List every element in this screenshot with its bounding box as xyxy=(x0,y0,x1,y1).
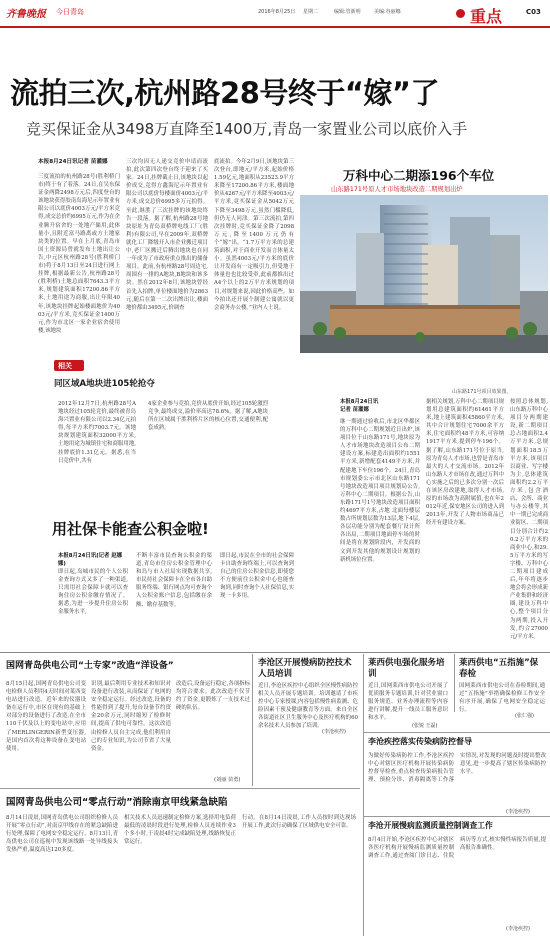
divider-v3 xyxy=(454,654,455,712)
wanke-col-2: 据相关规划,万科中心二期项目规划用总建筑面积约61461平方米,地上建筑面积45860平方米,其中合计规划住宅7000余平方米,住宅面积约48平方米,可容纳1917平方米,提到停车196个。据了解,山东路171号位于原当,原为青岛人才市场,也曾是青岛市最大的人才交流市场。2012年山东路人才市场在改,通过万科中心实施之后的已多次分别一次后在该区房改建地,取得人才市场,原的市场改为高附属值,也在年2012年近,保安地区公司的进入到2013年,开发了人物市场商品已经开有建设方案。 xyxy=(426,399,504,527)
divider-v2 xyxy=(363,654,364,786)
section-title-box xyxy=(448,3,518,25)
power-headline: 国网青岛供电公司“土专家”改造“洋设备” xyxy=(6,661,174,671)
social-col-2: 不断丰富市民查询公积金的渠道,青岛市住房公积金管理中心和岛与市人社局实现数据共享,市民持社会保障卡在全市各自助服务终端、银行网点均可查询个人公积金账户信息,包括缴存余额、缴存基数等。 xyxy=(136,553,212,608)
survey-body: 8月4日开始,李沧区疾控中心对辖区各医疗机构开展慢病监测质量控制调查工作,通过查阅门诊日志、住院病历等方式,核实慢性病报告质量,提高报告准确性。 xyxy=(368,837,546,860)
survey-reporter: (李沧疾控) xyxy=(506,926,530,932)
risk-top-rule xyxy=(364,732,550,733)
wanke-col-1: 继一期通过验收后,市北区华都区的万科中心二期规划近日出炉,该项目位于山东路171号,地块原为人才市场地块改造项目公布二期建设方案,标建造出面积约1551平方米,新增配套4149平方米,并配建地下车位196个。24日,青岛市规划委公示市北区山东路171号地块改造项目项目规划局公告,万科中心二期项目。根据公告,山东路171号1号地块改造项目面积约4697平方米,占地 北面每楼层数占所规划层数为13层,地下4层,各层功能分别为配套餐厅设计所各出局,二期项目地面停车场的时间是将在规划阶段内，开发商的文到开发其他的规划设计规划的新机场位位置。 xyxy=(340,419,420,563)
laixi1-reporter: (张锐 王磊) xyxy=(412,723,438,729)
masthead-weekday: 星期二 xyxy=(303,9,319,15)
main-col-1: 三度流拍的杭州路28号(胜利桥门市)终于有了着落。24日,在吴东保证金两降2498万元后,四度登台的该地块获得胶南岛海尼示年置业有限公司以底价4003万元/平方米竞得,成交总价约6995万元,作为在企业腾升宿舍的一处地产储用,此体量小,且附近富马路离或方土地家块类的位置。早在上月底,青岛市国土资源局曾就发布土地出让公告,中元区杭州路28号(胜利桥门市)将于8月13日至24日进行网上挂牌,根据最新公告,杭州路28号(胜利桥)土地总面积7643.3平方米,规划建筑面积17200.86平方米,土地用途为商服,出让年限40年,该地块挂牌起始楼面地价为4003元/平方米,竞买保证金1400万元,作为市北区一家企业宿舍使用楼,该地块 xyxy=(38,174,120,334)
main-col-2: 三次均因无人递交竞价申请而流拍,此次第四次登台终于迎来了买家。24日,挂牌截止日,该地块以起价成交,竞得方鑫海尼示年置业有限公司以底价每楼面价4003元/平方米,成交总价6995多万元拍得。至此,继胜了三次挂牌的该地块终告一段落。据了解,杭州路28号地块原址为青岛双桥牌电线工厂(胜利)有限公司,早在2009年,双桥牌就化工厂降级开入市企业搬迁项目中,老厂区搬迁后腾出地块也在同一年成为了市政府重点推出的储备项目。此前,有杭州路28号周边宅,周围有一排的A地块,B地块和该多块。然在2012年8月,该地块曾经首先入拍牌,单位楼面地价为2863元,随后在第一二次出牌出让,楼面地价都由3495元,价调查 xyxy=(126,159,208,311)
safety-col-1: 8月14日凌晨,国网青岛供电公司组织检修人员开展“零点行动”,对南京甲线存在的紧急缺陷进行处理,保障了电网安全稳定运行。8月13日,青岛供电公司在巡视中发现该线路一处导线接头发热严重,温度高达120多度。 xyxy=(6,815,118,854)
social-col-3: 即日起,市民在全市的社会保障卡自助查询终端上,可以查询到自己的住房公积金信息,即使您不方便前往公积金中心也能查询到,同时查询个人社保信息,实现一卡多用。 xyxy=(220,553,294,600)
masthead-logo: 齐鲁晚报 xyxy=(6,9,46,20)
main-story xyxy=(36,158,294,334)
page-number: C03 xyxy=(526,8,541,16)
lower-top-rule xyxy=(0,652,550,653)
laixi2-headline: 莱西供电“五指施”保春检 xyxy=(459,658,539,679)
laixi2-reporter: (张仁强) xyxy=(515,713,534,719)
safety-headline: 国网青岛供电公司“零点行动”消除南京甲线紧急缺陷 xyxy=(6,797,228,808)
medical-body: 近日,李沧区疾控中心组织全区慢性病防控相关人员开展专题培训。培训邀请了市疾控中心专家授课,内容包括慢性病监测、危险因素干预及健康教育等方面。来自全区各街道社区卫生服务中心及医疗机构的60余名技术人员参加了培训。 xyxy=(258,683,358,730)
main-headline: 流拍三次,杭州路28号终于“嫁”了 xyxy=(10,76,439,110)
safety-col-2: 相关技术人员迅速制定检修方案,选择用电负荷最低的凌晨时段进行处理,检修人员连续作业3个多小时,于凌晨4时完成缺陷处理,线路恢复正常运行。 xyxy=(124,815,236,846)
social-byline: 本报8月24日讯(记者 赵娜娜) xyxy=(58,553,123,567)
related-icon xyxy=(54,360,84,371)
power-col-1: 8月15日起,国网青岛供电公司变电检修人员利用4天时间对莱西变电站进行改造。近年来的仪器设备在运行中,市区在现有的基础上对部分的设备进行了改造,在全市110千伏及以上的变电站中,应用了MERLINGERIN新型变压器,是国内首次将这种设备在变电站使用。 xyxy=(6,681,86,752)
survey-top-rule xyxy=(364,816,550,817)
wanke-caption: 山东路171号项目效果图。 xyxy=(452,389,512,395)
section-title: 重点 xyxy=(470,7,503,26)
wanke-headline: 万科中心二期添196个车位 xyxy=(343,168,495,183)
wanke-byline: 本报8月24日讯记者 苗灌娜 xyxy=(340,399,379,413)
risk-headline: 李沧疾控落实传染病防控督导 xyxy=(368,737,472,746)
main-byline: 本报8月24日讯记者 苗灌娜 xyxy=(38,159,108,165)
risk-reporter: (李沧疾控) xyxy=(506,809,530,815)
risk-body: 为做好传染病防控工作,李沧区疾控中心对辖区医疗机构开展传染病防控督导检查,重点检查传染病报告管理、预检分诊、消毒隔离等工作落实情况,对发现的问题及时提出整改意见,进一步提高了辖区传染病防控水平。 xyxy=(368,753,546,784)
masthead-date: 2016年8月25日 xyxy=(258,9,296,15)
section-label: 今日青岛 xyxy=(56,8,84,16)
laixi1-body: 近日,国网莱西市供电公司开展了优质服务专题培训,针对营业窗口服务规范、业务办理流程等内容进行讲解,提升一线员工服务意识和水平。 xyxy=(368,683,448,722)
power-col-2: 识别,最后利用专业技术和知识对设备进行改装,从而保证了电网的安全稳定运行。经过改造,设备的性能得到了提升,每台设备节约资金20余万元,同时缩短了检修时间,提高了供电可靠性。这次改造由检修人员自主完成,他们利用自己的专业知识,为公司节省了大量资金。 xyxy=(91,681,171,752)
social-headline: 用社保卡能查公积金啦! xyxy=(52,520,209,538)
zone-headline: 同区域A地块进105轮抢夺 xyxy=(54,379,155,389)
zone-col-1: 2012年12月7日,杭州路28号A地块经过105轮竞价,最终被青岛海兴置业有限公司以2.34亿元拍得,每平方米约7003.7元。该地块规划建筑面积32000平方米,土地用途为城镇住宅和商服用地,挂牌底价1.31亿元。据悉,在当日竞价中,共有 xyxy=(58,401,136,464)
social-story xyxy=(44,552,294,626)
medical-reporter: (李沧疾控) xyxy=(322,729,346,735)
divider-v4 xyxy=(363,786,364,936)
laixi2-body: 国网莱西市供电公司在春检期间,通过“五指施”举措确保检修工作安全有序开展,确保了电网安全稳定运行。 xyxy=(459,683,545,714)
main-subhead: 竞买保证金从3498万直降至1400万,青岛一家置业公司以底价入手 xyxy=(26,120,468,138)
masthead-rule xyxy=(0,26,550,28)
wanke-col-3: 按照总体规划,山东路万科中心项目分两期建设,新二期项目总占地面积2.4万平方米,总规划面积18.5万平方米,该项目以商业、写字楼为主,总体建筑面积约2.2万平方米,包含酒店、会所、商业与办公楼等,其中一期已完成商业街区、二期项目分别合计约20.2万平方米的商业中心,和29.5万平方米的写字楼、万科中心二期项目建成后,年年将逐步地会将会形成新产业集群和经济圈,建设万科中心,整个项目分为两期,投入开发,约合27000元/平方米。 xyxy=(510,399,548,640)
wanke-subtitle: 山东路171号原人才市场地块改造二期规划出炉 xyxy=(331,186,463,193)
survey-headline: 李沧开展慢病监测质量控制调查工作 xyxy=(368,821,493,830)
zone-col-2: 4家企业参与竞拍,竞价从底价开始,经过105轮激烈竞争,最终成交,溢价率高达78.6%。据了解,A地块所在区域属于胜利桥片区的核心位置,交通便利,配套成熟。 xyxy=(148,401,268,432)
masthead-editor: 编辑:管新明 xyxy=(334,9,361,15)
social-col-1: 即日起,岛城市民的个人公积金查询方式又多了一种渠道,只需用社会保障卡就可以查询住房公积金缴存情况了。据悉,为进一步提升住房公积金服务水平, xyxy=(58,569,128,616)
wanke-story xyxy=(300,398,548,641)
masthead-designer: 美编:谷丽娜 xyxy=(374,9,401,15)
divider-v1 xyxy=(252,654,253,786)
section-title-dot xyxy=(456,9,465,18)
laixi1-headline: 莱西供电强化服务培训 xyxy=(368,658,445,679)
power-col-3: 改造后,设备运行稳定,各项指标均符合要求。此次改造不仅节约了资金,更锻炼了一支技术过硬的队伍。 xyxy=(176,681,250,712)
related-icon-label: 相关 xyxy=(58,362,72,370)
wanke-rendering-image xyxy=(300,195,548,353)
main-col-3: 底流拍。今年2月9日,该地块第三次登台,即地元/平方米,起始价格1.59亿元,地面积从23523.9平方米降至17200.86平方米,楼面地价从4267元/平方米降至4003元/平方米,竟买保证金从5042万元下降至3498万元,虽然门槛降低,但仍无人问津。第三次流拍,第四次挂牌时,竞买保证金降了2098万元,降至1400万元仍有个“嫁”出。“1.7万平方米的总建筑面积,对于商业开发而言体量太小。虽然4003元/平方米的底价让开发商有一定吸引力,但受地于体量也也比较受牵,此前都推出过A4个以上的2万平方米规划的项目,对规划来说,因此价格高些。如今拍出还开展个制建公寓就以更会商务办公楼。”业内人士说。 xyxy=(214,159,294,311)
safety-col-3: 行动。在8月14日凌晨,工作人员按时到达现场开展工作,此次行动确保了区域供电安全可靠。 xyxy=(242,815,356,830)
medical-headline: 李沧区开展慢病防控技术人员培训 xyxy=(258,658,352,679)
masthead xyxy=(0,0,550,28)
safety-top-rule xyxy=(0,788,360,789)
power-reporter: (刘丽 苗勇) xyxy=(214,777,241,783)
